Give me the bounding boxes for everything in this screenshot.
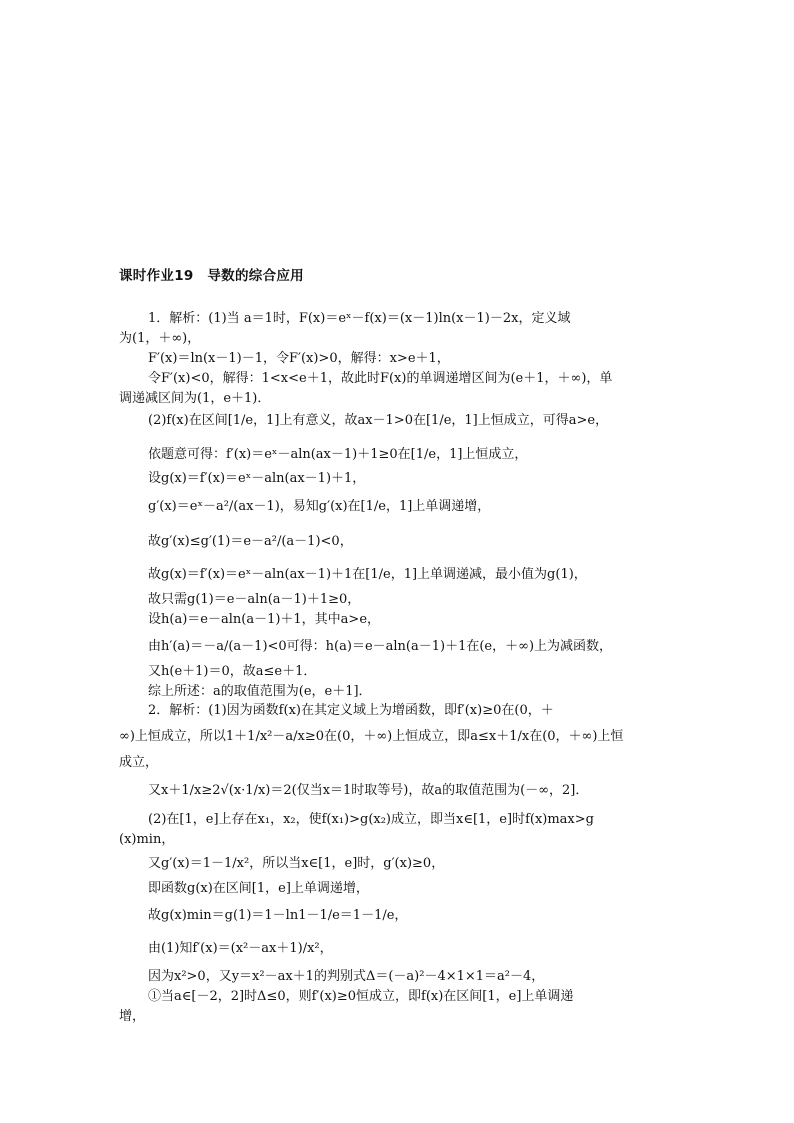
text-line: F′(x)＝ln(x－1)－1，令F′(x)>0，解得：x>e＋1， <box>148 351 450 366</box>
text-line: (2)f(x)在区间[1/e，1]上有意义，故ax－1>0在[1/e，1]上恒成立，可得a>e， <box>148 413 609 428</box>
text-line: 故g(x)min＝g(1)＝1－ln1－1/e＝1－1/e， <box>148 908 408 923</box>
page-title: 课时作业19 导数的综合应用 <box>119 268 304 284</box>
text-line: 由(1)知f′(x)＝(x²－ax＋1)/x²， <box>148 941 333 956</box>
text-line: 故g(x)＝f′(x)＝eˣ－aln(ax－1)＋1在[1/e，1]上单调递减，最小值为g(1)， <box>148 567 587 582</box>
text-line: 增， <box>119 1009 146 1024</box>
text-line: 故g′(x)≤g′(1)＝e－a²/(a－1)<0， <box>148 534 353 549</box>
text-line: g′(x)＝eˣ－a²/(ax－1)，易知g′(x)在[1/e，1]上单调递增， <box>148 499 491 514</box>
text-line: 设h(a)＝e－aln(a－1)＋1，其中a>e， <box>148 612 381 627</box>
text-line: 为(1，＋∞)， <box>119 331 201 346</box>
text-line: 又h(e＋1)＝0，故a≤e＋1． <box>148 664 317 679</box>
text-line: 1．解析：(1)当 a＝1时，F(x)＝eˣ－f(x)＝(x－1)ln(x－1)－2x，定义域 <box>148 311 571 326</box>
text-line: 2．解析：(1)因为函数f(x)在其定义域上为增函数，即f′(x)≥0在(0，＋ <box>148 703 554 718</box>
text-line: (2)在[1，e]上存在x₁，x₂，使f(x₁)>g(x₂)成立，即当x∈[1，e]时f(x)max>g <box>148 812 594 827</box>
text-line: 由h′(a)＝－a/(a－1)<0可得：h(a)＝e－aln(a－1)＋1在(e，＋∞)上为减函数， <box>148 639 613 654</box>
text-line: 成立， <box>119 755 159 770</box>
text-line: 故只需g(1)＝e－aln(a－1)＋1≥0， <box>148 592 361 607</box>
text-line: 又x＋1/x≥2√(x·1/x)＝2(仅当x＝1时取等号)，故a的取值范围为(－∞，2]． <box>148 783 589 798</box>
text-line: (x)min， <box>119 832 175 847</box>
text-line: 令F′(x)<0，解得：1<x<e＋1，故此时F(x)的单调递增区间为(e＋1，＋∞)，单 <box>148 371 613 386</box>
text-line: 设g(x)＝f′(x)＝eˣ－aln(ax－1)＋1， <box>148 471 366 486</box>
text-line: 依题意可得：f′(x)＝eˣ－aln(ax－1)＋1≥0在[1/e，1]上恒成立， <box>148 447 528 462</box>
text-line: 调递减区间为(1，e＋1)． <box>119 391 271 406</box>
text-line: 又g′(x)＝1－1/x²，所以当x∈[1，e]时，g′(x)≥0， <box>148 856 445 871</box>
text-line: 综上所述：a的取值范围为(e，e＋1]． <box>148 684 372 699</box>
text-line: 因为x²>0，又y＝x²－ax＋1的判别式Δ＝(－a)²－4×1×1＝a²－4， <box>148 969 545 984</box>
text-line: 即函数g(x)在区间[1，e]上单调递增， <box>148 881 369 896</box>
text-line: ①当a∈[－2，2]时Δ≤0，则f′(x)≥0恒成立，即f(x)在区间[1，e]上单调递 <box>148 989 574 1004</box>
text-line: ∞)上恒成立，所以1＋1/x²－a/x≥0在(0，＋∞)上恒成立，即a≤x＋1/x在(0，＋∞)上恒 <box>119 729 624 744</box>
